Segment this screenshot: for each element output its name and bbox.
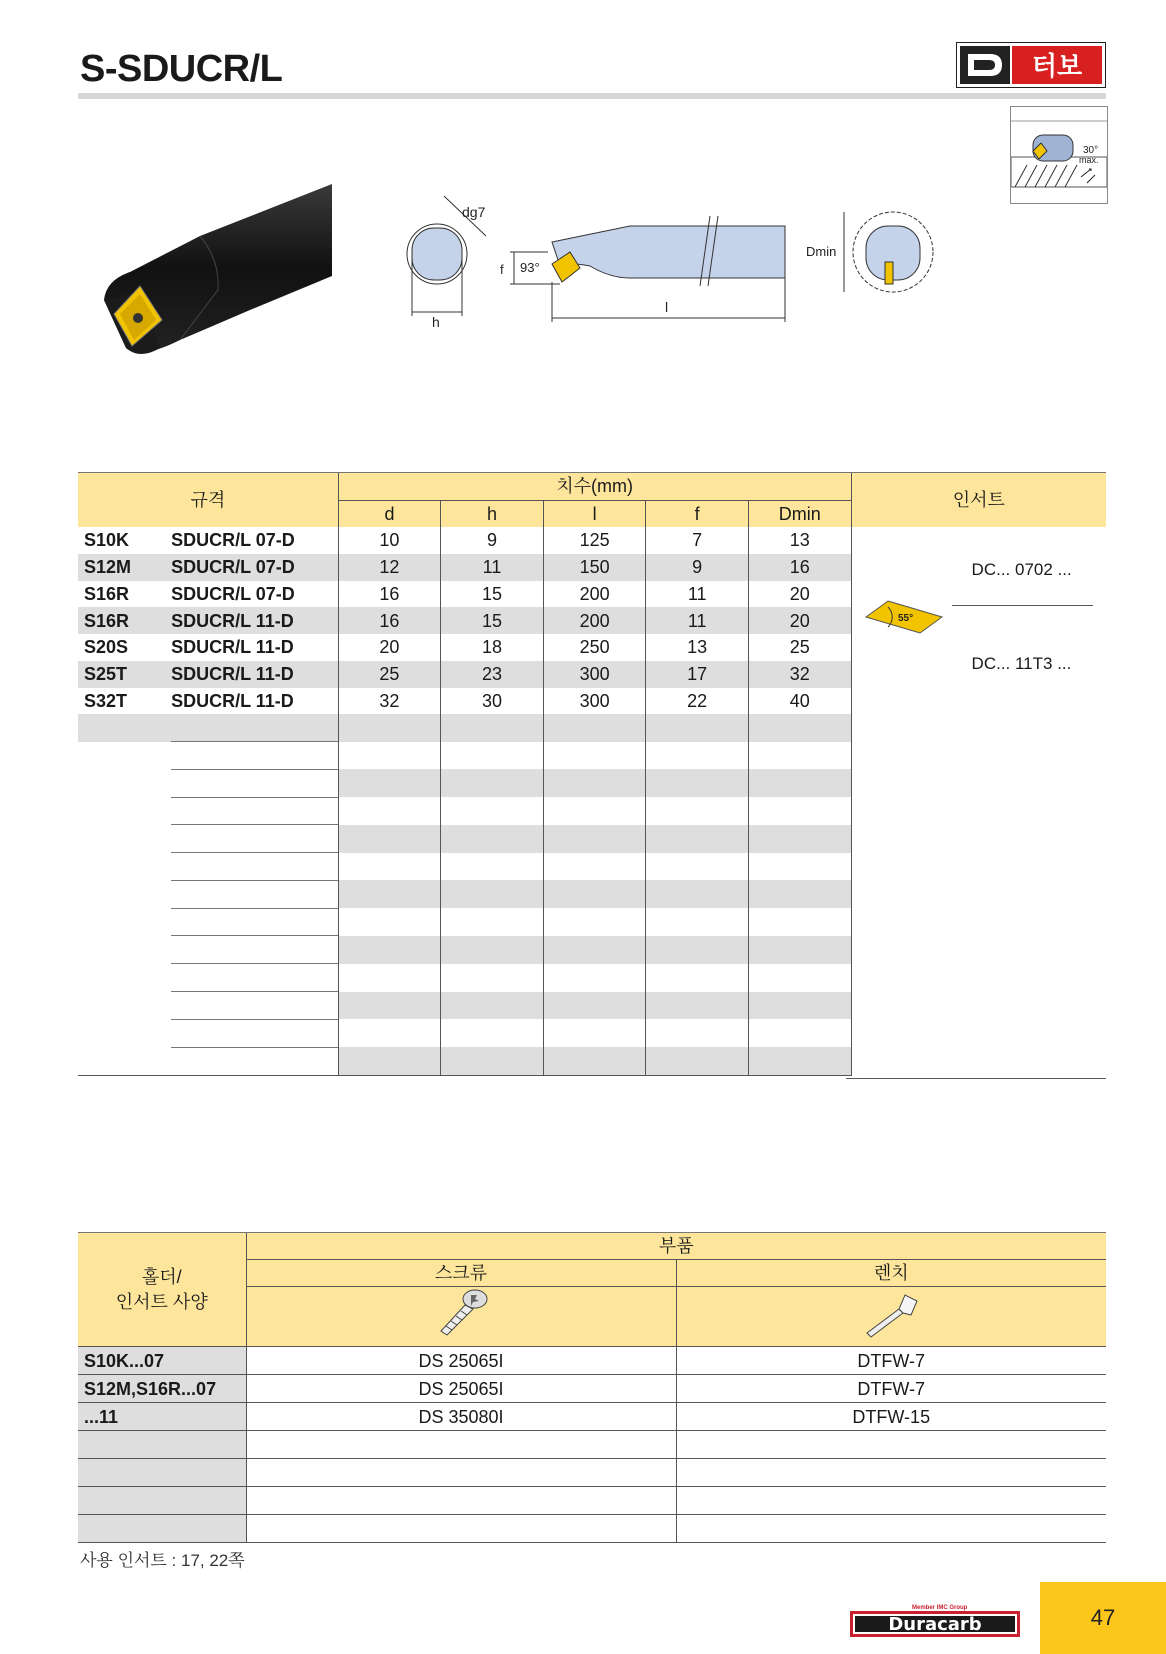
cell-dmin: 13: [748, 527, 851, 554]
wrench-code: DTFW-7: [676, 1375, 1106, 1403]
label-dmin: Dmin: [806, 244, 837, 259]
cell-d: 32: [338, 688, 441, 715]
table-row: [78, 1403, 1106, 1431]
header-dims: 치수(mm): [338, 473, 851, 501]
order-code: SDUCR/L 07-D: [171, 530, 295, 551]
screw-code: DS 35080I: [246, 1403, 676, 1431]
boring-bar-image: [100, 180, 336, 370]
parts-table: [78, 1232, 1106, 1543]
brand-logo: [956, 42, 1106, 88]
cell-h: 9: [441, 527, 544, 554]
col-h: h: [441, 500, 544, 527]
page-number: 47: [1040, 1582, 1166, 1654]
cell-h: 23: [441, 661, 544, 688]
cell-dmin: 16: [748, 554, 851, 581]
cell-l: 200: [543, 581, 646, 608]
insert-cell: [851, 527, 1106, 1075]
cell-d: 10: [338, 527, 441, 554]
header-wrench: 렌치: [676, 1260, 1106, 1287]
cell-dmin: 40: [748, 688, 851, 715]
label-h: h: [432, 314, 440, 330]
insert-55deg-icon: [864, 597, 944, 637]
bar-size: S25T: [84, 664, 128, 685]
insert-angle: 55°: [897, 613, 913, 624]
empty-row: [78, 1515, 1106, 1543]
screw-image-cell: [246, 1287, 676, 1347]
wrench-code: DTFW-15: [676, 1403, 1106, 1431]
label-f: f: [500, 262, 504, 277]
bar-size: S16R: [84, 610, 130, 631]
header-screw: 스크류: [246, 1260, 676, 1287]
insert-divider: [952, 605, 1093, 606]
holder-spec: S10K...07: [78, 1347, 246, 1375]
bar-size: S12M: [84, 557, 132, 578]
order-code: SDUCR/L 11-D: [171, 610, 294, 631]
brand-logo-text: 터보: [1031, 52, 1083, 82]
cell-h: 11: [441, 554, 544, 581]
col-f: f: [646, 500, 749, 527]
cell-d: 12: [338, 554, 441, 581]
cell-f: 9: [646, 554, 749, 581]
holder-spec: ...11: [78, 1403, 246, 1431]
bar-size: S20S: [84, 637, 129, 658]
order-code: SDUCR/L 11-D: [171, 637, 294, 658]
cell-l: 125: [543, 527, 646, 554]
order-code: SDUCR/L 11-D: [171, 664, 294, 685]
duracarb-text: Duracarb: [888, 1614, 982, 1635]
wrench-code: DTFW-7: [676, 1347, 1106, 1375]
insert-code-1: DC... 0702 ...: [971, 560, 1072, 579]
mini-note: max.: [1079, 155, 1099, 165]
header-parts: 부품: [246, 1233, 1106, 1260]
cell-h: 30: [441, 688, 544, 715]
empty-row: [78, 1459, 1106, 1487]
screw-icon: [431, 1287, 491, 1339]
cell-dmin: 20: [748, 607, 851, 634]
order-code: SDUCR/L 07-D: [171, 583, 295, 604]
col-l: l: [543, 500, 646, 527]
cell-dmin: 25: [748, 634, 851, 661]
mini-angle: 30°: [1083, 145, 1099, 156]
cell-d: 25: [338, 661, 441, 688]
table-row: [78, 1347, 1106, 1375]
cell-l: 150: [543, 554, 646, 581]
cell-l: 300: [543, 661, 646, 688]
order-code: SDUCR/L 11-D: [171, 690, 294, 711]
cell-l: 250: [543, 634, 646, 661]
wrench-icon: [861, 1287, 921, 1339]
bar-size: S16R: [84, 583, 130, 604]
header-insert: 인서트: [851, 473, 1106, 528]
bar-size: S10K: [84, 530, 130, 551]
page-title: S-SDUCR/L: [80, 48, 283, 90]
table-row: [78, 1375, 1106, 1403]
empty-row: [78, 1487, 1106, 1515]
footnote: 사용 인서트 : 17, 22쪽: [80, 1551, 245, 1570]
cell-f: 22: [646, 688, 749, 715]
header-holder: 홀더/ 인서트 사양: [78, 1233, 246, 1347]
cell-h: 18: [441, 634, 544, 661]
wrench-image-cell: [676, 1287, 1106, 1347]
col-d: d: [338, 500, 441, 527]
cell-f: 13: [646, 634, 749, 661]
insert-cell-bottom: [846, 1078, 1106, 1079]
empty-row: [78, 1431, 1106, 1459]
insert-code-2: DC... 11T3 ...: [971, 654, 1072, 673]
cell-l: 200: [543, 607, 646, 634]
cell-f: 7: [646, 527, 749, 554]
cell-d: 16: [338, 581, 441, 608]
order-code: SDUCR/L 07-D: [171, 557, 295, 578]
cell-d: 20: [338, 634, 441, 661]
cell-l: 300: [543, 688, 646, 715]
cell-f: 11: [646, 607, 749, 634]
cell-dmin: 32: [748, 661, 851, 688]
screw-code: DS 25065I: [246, 1347, 676, 1375]
cell-d: 16: [338, 607, 441, 634]
cell-f: 17: [646, 661, 749, 688]
spec-table: [78, 472, 1106, 1076]
cell-h: 15: [441, 581, 544, 608]
label-dg7: dg7: [462, 204, 486, 220]
cell-h: 15: [441, 607, 544, 634]
col-dmin: Dmin: [748, 500, 851, 527]
table-row: [78, 527, 1106, 554]
header-spec: 규격: [78, 473, 338, 528]
label-l: l: [665, 299, 669, 315]
screw-code: DS 25065I: [246, 1375, 676, 1403]
bar-size: S32T: [84, 690, 128, 711]
holder-spec: S12M,S16R...07: [78, 1375, 246, 1403]
label-angle: 93°: [520, 260, 540, 275]
duracarb-logo: [850, 1602, 1020, 1638]
cell-f: 11: [646, 581, 749, 608]
application-diagram: [1010, 106, 1108, 204]
technical-drawing: [400, 196, 960, 336]
cell-dmin: 20: [748, 581, 851, 608]
title-divider: [78, 93, 1106, 99]
duracarb-tagline: Member IMC Group: [912, 1605, 968, 1611]
